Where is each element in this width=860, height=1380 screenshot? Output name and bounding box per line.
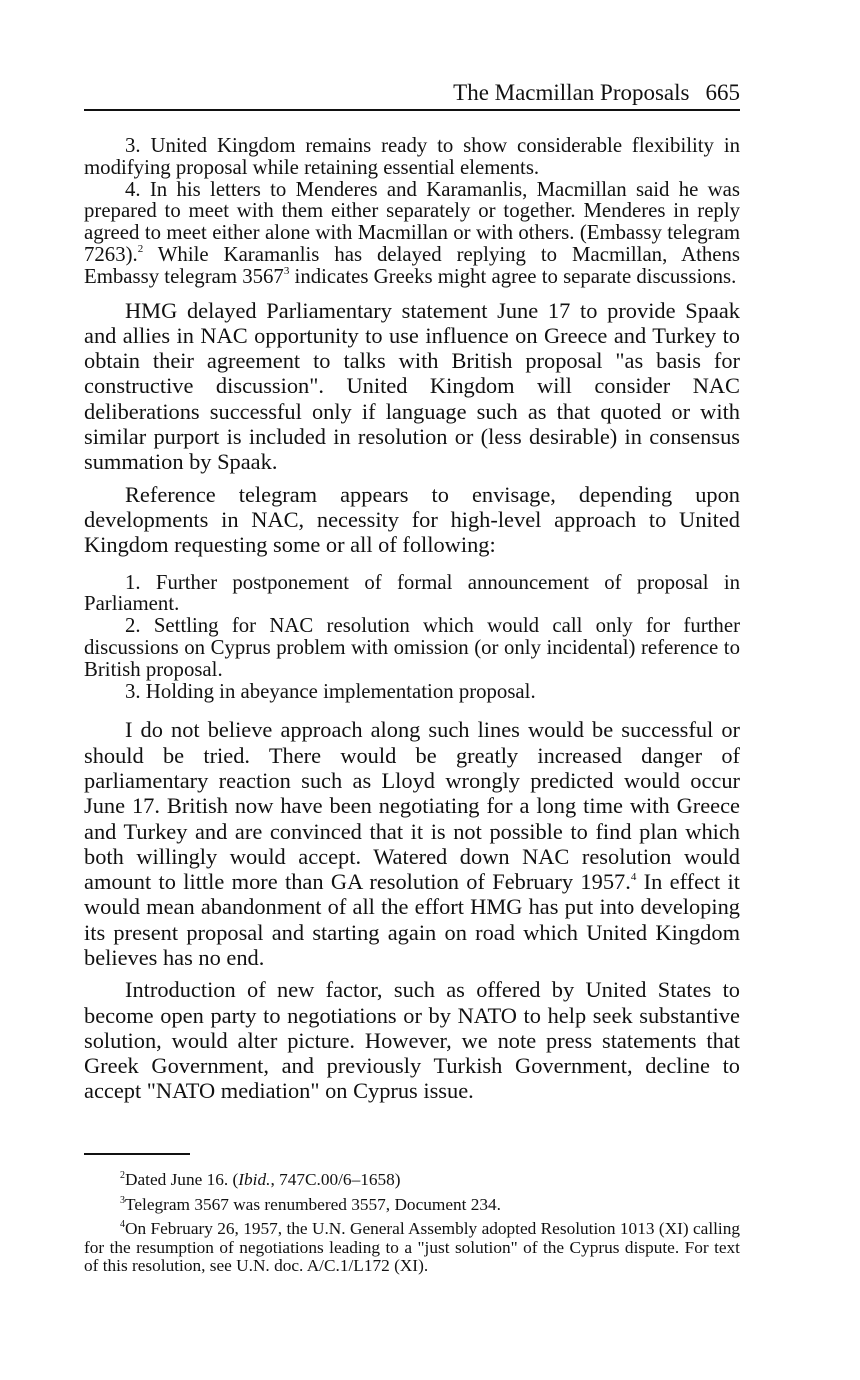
request-item: 3. Holding in abeyance implementation proposal. bbox=[125, 679, 536, 703]
running-head-title: The Macmillan Proposals bbox=[453, 80, 690, 105]
footnote-ref[interactable]: 2 bbox=[137, 242, 144, 255]
paragraph-text: I do not believe approach along such lines would be successful or should be tried. There would be greatly increased danger of parliamentary reaction such as Lloyd wrongly predicted would occur June 17. British now have been negotiating for a long time with Greece and Turkey and are convinced that it is not possible to find plan which both willingly would accept. Watered down NAC resolution would amount to little more than GA resolution of February 1957. bbox=[84, 717, 740, 895]
quoted-item bbox=[84, 179, 740, 288]
paragraph-text: In effect it would mean abandonment of all the effort HMG has put into developing its present proposal and starting again on road which United Kingdom believes has no end. bbox=[84, 869, 740, 970]
quoted-item: 3. United Kingdom remains ready to show considerable flexibility in modifying proposal while retaining essential elements. bbox=[84, 134, 740, 179]
running-head bbox=[84, 78, 740, 111]
document-page bbox=[84, 78, 740, 1104]
paragraph: Introduction of new factor, such as offered by United States to become open party to negotiations or by NATO to help seek substantive solution, would alter picture. However, we note press statements that Greek Government, and previously Turkish Government, decline to accept "NATO mediation" on Cyprus issue. bbox=[84, 977, 740, 1104]
footnote bbox=[84, 1171, 740, 1190]
request-list bbox=[84, 572, 740, 703]
quoted-summary bbox=[84, 135, 740, 288]
footnote-text: On February 26, 1957, the U.N. General Assembly adopted Resolution 1013 (XI) calling for the resumption of negotiations leading to a "just solution" of the Cyprus dispute. For text of this resolution, see U.N. doc. A/C.1/L172 (XI). bbox=[84, 1219, 740, 1275]
paragraph bbox=[84, 717, 740, 970]
footnote bbox=[84, 1220, 740, 1276]
footnote-ibid: Ibid. bbox=[238, 1170, 271, 1189]
footnote-ref[interactable]: 4 bbox=[630, 871, 637, 884]
footnote-number: 3 bbox=[120, 1194, 125, 1206]
request-item: 2. Settling for NAC resolution which would call only for further discussions on Cyprus problem with omission (or only incidental) reference to British proposal. bbox=[84, 614, 740, 681]
body-text-closing bbox=[84, 717, 740, 1103]
footnote-number: 2 bbox=[120, 1170, 125, 1181]
request-item: 1. Further postponement of formal announcement of proposal in Parliament. bbox=[84, 570, 740, 616]
footnote-divider bbox=[84, 1153, 190, 1155]
page-number: 665 bbox=[705, 80, 740, 105]
footnotes bbox=[84, 1153, 740, 1282]
footnote-text: , 747C.00/6–1658) bbox=[270, 1170, 401, 1189]
quoted-item-text: While Karamanlis has delayed replying to Macmillan, Athens Embassy telegram 3567 bbox=[84, 242, 740, 288]
quoted-item-text: indicates Greeks might agree to separate discussions. bbox=[289, 264, 737, 288]
footnote bbox=[84, 1196, 740, 1215]
footnote-number: 4 bbox=[120, 1219, 125, 1230]
paragraph: Reference telegram appears to envisage, depending upon developments in NAC, necessity for high-level approach to United Kingdom requesting some or all of following: bbox=[84, 481, 740, 558]
footnote-ref[interactable]: 3 bbox=[283, 264, 290, 277]
quoted-item-text: 4. In his letters to Menderes and Karamanlis, Macmillan said he was prepared to meet with them either separately or together. Menderes in reply agreed to meet either alone with Macmillan or with others. (Embassy telegram 7263). bbox=[84, 177, 740, 266]
footnote-text: Telegram 3567 was renumbered 3557, Document 234. bbox=[125, 1194, 501, 1214]
paragraph: HMG delayed Parliamentary statement June 17 to provide Spaak and allies in NAC opportunity to use influence on Greece and Turkey to obtain their agreement to talks with British proposal "as basis for constructive discussion". United Kingdom will consider NAC deliberations successful only if language such as that quoted or with similar purport is included in resolution or (less desirable) in consensus summation by Spaak. bbox=[84, 297, 740, 475]
body-text bbox=[84, 298, 740, 558]
footnote-text: Dated June 16. ( bbox=[125, 1170, 239, 1189]
